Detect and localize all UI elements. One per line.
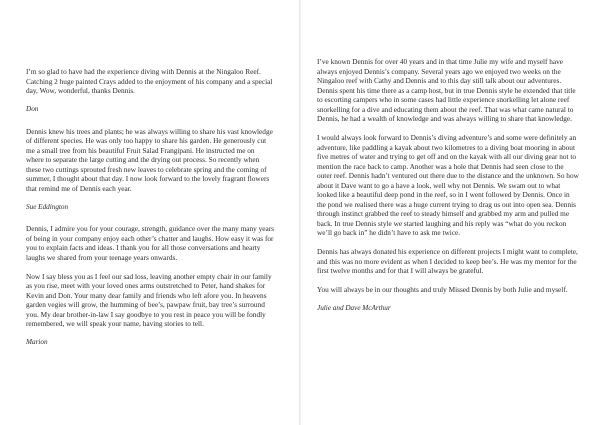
paragraph-farewell: Now I say bless you as I feel our sad loss, leaving another empty chair in our family as you rise, meet with your loved ones arms outstretched to Peter, hand shakes for Kevin and Don. Your many dear family and friends who left afore you. In heavens garden vegies will grow, the humming of bee’s, pawpaw fruit, bay tree’s surround you. My dear brother-in-law I say goodbye to you rest in peace you will be fondly remembered, we will speak your name, having stories to tell. xyxy=(26,271,272,328)
paragraph-courage: Dennis, I admire you for your courage, strength, guidance over the many many years of being in your company enjoy each other’s chatter and laughs. How easy it was for you to explain facts and ideas. I thank you for all those conversations and hearty laughs we shared from your teenage years onwards. xyxy=(26,224,275,262)
signature-julie-dave: Julie and Dave McArthur xyxy=(317,304,391,312)
paragraph-trees-plants: Dennis knew his trees and plants; he was always willing to share his vast knowledge of different species. He was only too happy to share his garden. He generously cut me a small tree from his beautiful Fruit Salad Frangipani. He instructed me on where to separate the large cutting and the drying out process. So recently when these two cuttings sprouted fresh new leaves to celebrate spring and the coming of summer, I thought about that day. I now look forward to the lovely fragrant flowers that remind me of Dennis each year. xyxy=(26,126,273,193)
signature-don: Don xyxy=(26,105,39,113)
right-page xyxy=(300,0,600,425)
signature-sue-eddington: Sue Eddington xyxy=(26,202,69,211)
paragraph-diving-ningaloo: I’m so glad to have had the experience diving with Dennis at the Ningaloo Reef. Catching 2 huge painted Crays added to the enjoyment of his company and a special day, Wow, wonderful, thanks Dennis. xyxy=(26,67,273,95)
signature-marion: Marion xyxy=(26,338,48,346)
paragraph-forty-years: I’ve known Dennis for over 40 years and in that time Julie my wife and myself have always enjoyed Dennis’s company. Several years ago we enjoyed two weeks on the Ningaloo reef with Cathy and Dennis and to this day still talk about our adventures. Dennis spent his time there as a camp host, but in true Dennis style he extended that title to escorting campers who in some cases had little experience snorkelling let alone reef snorkelling for a dive and educating them about the reef. That was what came natural to Dennis, he had a wealth of knowledge and was always willing to share that knowledge. xyxy=(317,57,576,123)
paragraph-diving-adventures: I would always look forward to Dennis’s diving adventure’s and some were definitely an adventure, like paddling a kayak about two kilometres to a diving boat mooring in about five metres of water and trying to get off and on the kayak with all our diving gear not to mention the race back to camp. Another was a hole that Dennis had seen close to the outer reef. Dennis hadn’t ventured out there due to the distance and the unknown. So how about it Dave want to go a have a look, well why not Dennis. We swam out to what looked like a beautiful deep pond in the reef, so in I went followed by Dennis. Once in the pond we realised there was a huge current trying to drag us out into open sea. Dennis through instinct grabbed the reef to steady himself and grabbed my arm and pulled me back. In true Dennis style we started laughing and his reply was “what do you reckon we’ll go back in” he didn’t have to ask me twice. xyxy=(317,133,579,237)
paragraph-bees: Dennis has always donated his experience on different projects I might want to complete, and this was no more evident as when I decided to keep bee’s. He was my mentor for the first twelve months and for that I will always be grateful. xyxy=(317,247,578,275)
paragraph-thoughts: You will always be in our thoughts and truly Missed Dennis by both Julie and myself. xyxy=(317,285,568,294)
